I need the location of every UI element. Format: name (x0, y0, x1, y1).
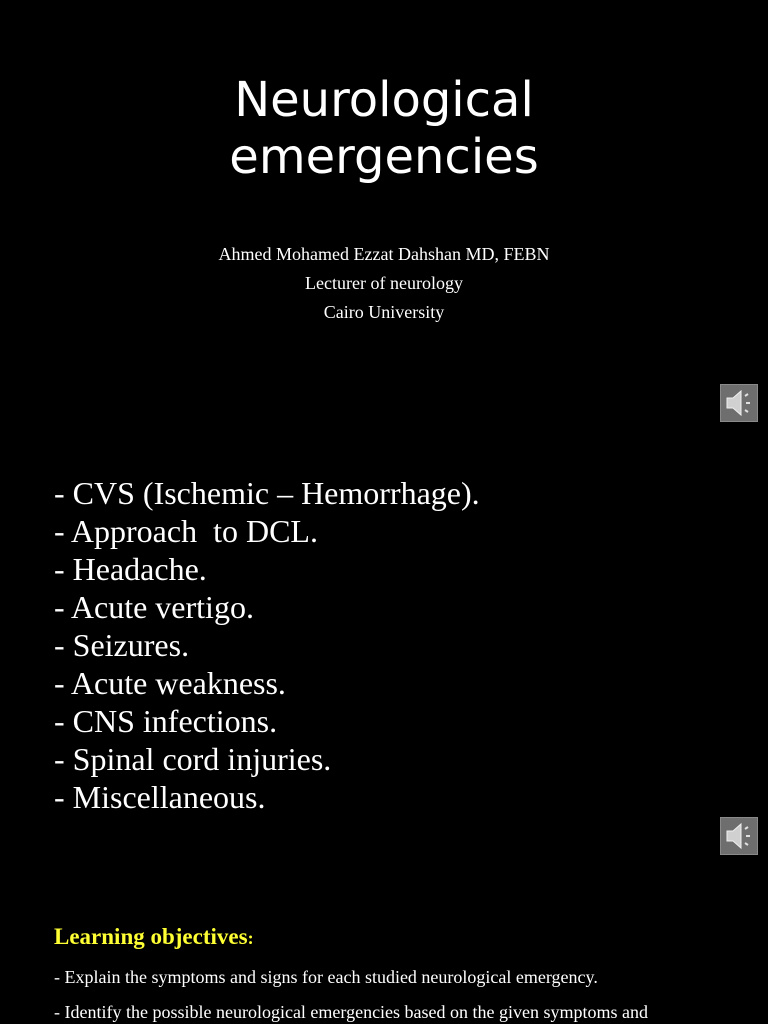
author-position: Lecturer of neurology (305, 273, 463, 293)
topic-item: - Miscellaneous. (54, 779, 266, 815)
objectives-heading (54, 922, 254, 953)
speaker-icon (721, 818, 757, 854)
title-line-1: Neurological (234, 72, 534, 128)
topic-item: - CVS (Ischemic – Hemorrhage). (54, 475, 480, 511)
topic-item: - Headache. (54, 551, 207, 587)
objective-item: - Identify the possible neurological emergencies based on the given symptoms and (54, 1002, 649, 1022)
objectives-list (54, 960, 754, 1024)
author-name: Ahmed Mohamed Ezzat Dahshan MD, FEBN (218, 244, 550, 264)
audio-button-2[interactable] (720, 817, 758, 855)
author-institution: Cairo University (323, 302, 445, 322)
topic-list (54, 474, 704, 816)
topic-item: - Seizures. (54, 627, 190, 663)
title-line-2: emergencies (229, 129, 539, 185)
objectives-heading-colon: : (247, 928, 254, 948)
topic-item: - Acute vertigo. (54, 589, 254, 625)
topic-item: - Approach to DCL. (54, 513, 318, 549)
objectives-heading-text: Learning objectives (54, 924, 248, 949)
topic-item: - Spinal cord injuries. (54, 741, 332, 777)
objective-item: - Explain the symptoms and signs for each studied neurological emergency. (54, 967, 598, 987)
speaker-icon (721, 385, 757, 421)
author-block (0, 240, 768, 327)
slide-title (0, 72, 768, 186)
audio-button-1[interactable] (720, 384, 758, 422)
topic-item: - Acute weakness. (54, 665, 286, 701)
topic-item: - CNS infections. (54, 703, 278, 739)
